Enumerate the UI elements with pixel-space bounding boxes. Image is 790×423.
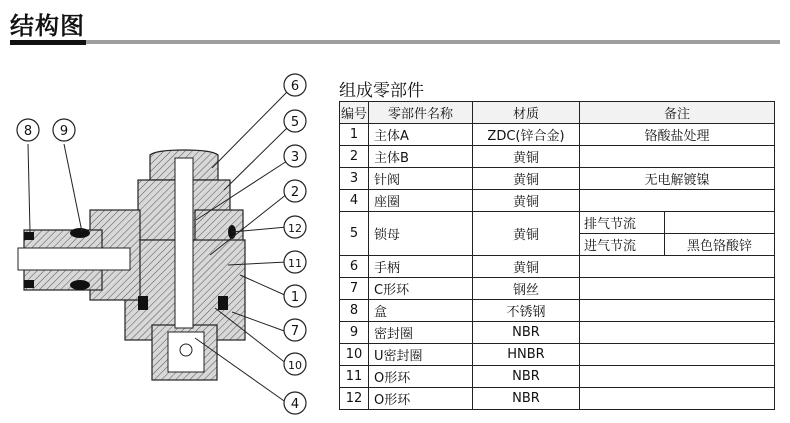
cell-no: 12 (340, 388, 369, 410)
cell-note (580, 256, 775, 278)
cell-material: 钢丝 (473, 278, 580, 300)
cell-note: 铬酸盐处理 (580, 124, 775, 146)
cell-note (580, 300, 775, 322)
cell-sub-value: 黑色铬酸锌 (665, 234, 775, 256)
cell-sub-label: 排气节流 (580, 212, 665, 234)
cell-no: 6 (340, 256, 369, 278)
cell-material: NBR (473, 388, 580, 410)
cell-note: 无电解镀镍 (580, 168, 775, 190)
table-row (340, 322, 775, 344)
cell-name: 盒 (369, 300, 473, 322)
cell-name: 主体A (369, 124, 473, 146)
callout-5: 5 (290, 115, 300, 130)
cell-no: 8 (340, 300, 369, 322)
callout-1: 1 (290, 290, 300, 305)
cell-no: 3 (340, 168, 369, 190)
cell-no: 9 (340, 322, 369, 344)
title-underline (10, 40, 780, 44)
table-row (340, 366, 775, 388)
parts-table (339, 101, 775, 410)
title-underline-accent (10, 40, 86, 45)
cell-sub-value (665, 212, 775, 234)
cell-material: 黄铜 (473, 256, 580, 278)
cell-sub-label: 进气节流 (580, 234, 665, 256)
parts-table-title: 组成零部件 (339, 81, 424, 101)
table-row (340, 388, 775, 410)
cell-no: 4 (340, 190, 369, 212)
table-row (340, 190, 775, 212)
cell-material: 不锈钢 (473, 300, 580, 322)
cell-no: 11 (340, 366, 369, 388)
table-header-row (340, 102, 775, 124)
table-row (340, 168, 775, 190)
cell-name: C形环 (369, 278, 473, 300)
callout-8: 8 (23, 124, 33, 139)
cell-no: 1 (340, 124, 369, 146)
cell-material: ZDC(锌合金) (473, 124, 580, 146)
table-row (340, 212, 775, 234)
cell-name: 座圈 (369, 190, 473, 212)
page-title: 结构图 (10, 12, 85, 40)
cell-material: 黄铜 (473, 168, 580, 190)
cell-note (580, 388, 775, 410)
cell-no: 2 (340, 146, 369, 168)
table-row (340, 278, 775, 300)
cell-material: NBR (473, 366, 580, 388)
structure-diagram (0, 60, 330, 420)
cell-name: 锁母 (369, 212, 473, 256)
cell-material: HNBR (473, 344, 580, 366)
callout-10: 10 (288, 359, 302, 372)
callout-7: 7 (290, 324, 300, 339)
callout-2: 2 (290, 185, 300, 200)
cell-no: 5 (340, 212, 369, 256)
cell-note (580, 190, 775, 212)
cell-name: O形环 (369, 366, 473, 388)
cell-name: 主体B (369, 146, 473, 168)
cell-name: O形环 (369, 388, 473, 410)
table-row (340, 124, 775, 146)
col-note: 备注 (580, 102, 775, 124)
cell-note (580, 146, 775, 168)
callout-3: 3 (290, 150, 300, 165)
cell-no: 10 (340, 344, 369, 366)
callout-4: 4 (290, 397, 300, 412)
cell-no: 7 (340, 278, 369, 300)
cell-name: 针阀 (369, 168, 473, 190)
cell-material: 黄铜 (473, 146, 580, 168)
table-row (340, 146, 775, 168)
cell-note (580, 322, 775, 344)
col-name: 零部件名称 (369, 102, 473, 124)
callout-9: 9 (59, 124, 69, 139)
callout-12: 12 (288, 222, 302, 235)
col-material: 材质 (473, 102, 580, 124)
callout-11: 11 (288, 257, 302, 270)
col-no: 编号 (340, 102, 369, 124)
cell-material: NBR (473, 322, 580, 344)
cell-name: 密封圈 (369, 322, 473, 344)
cell-note (580, 344, 775, 366)
cell-name: 手柄 (369, 256, 473, 278)
table-row (340, 300, 775, 322)
cell-note (580, 366, 775, 388)
cell-material: 黄铜 (473, 212, 580, 256)
table-row (340, 256, 775, 278)
cell-note (580, 278, 775, 300)
cell-material: 黄铜 (473, 190, 580, 212)
cell-name: U密封圈 (369, 344, 473, 366)
table-row (340, 344, 775, 366)
callout-6: 6 (290, 79, 300, 94)
